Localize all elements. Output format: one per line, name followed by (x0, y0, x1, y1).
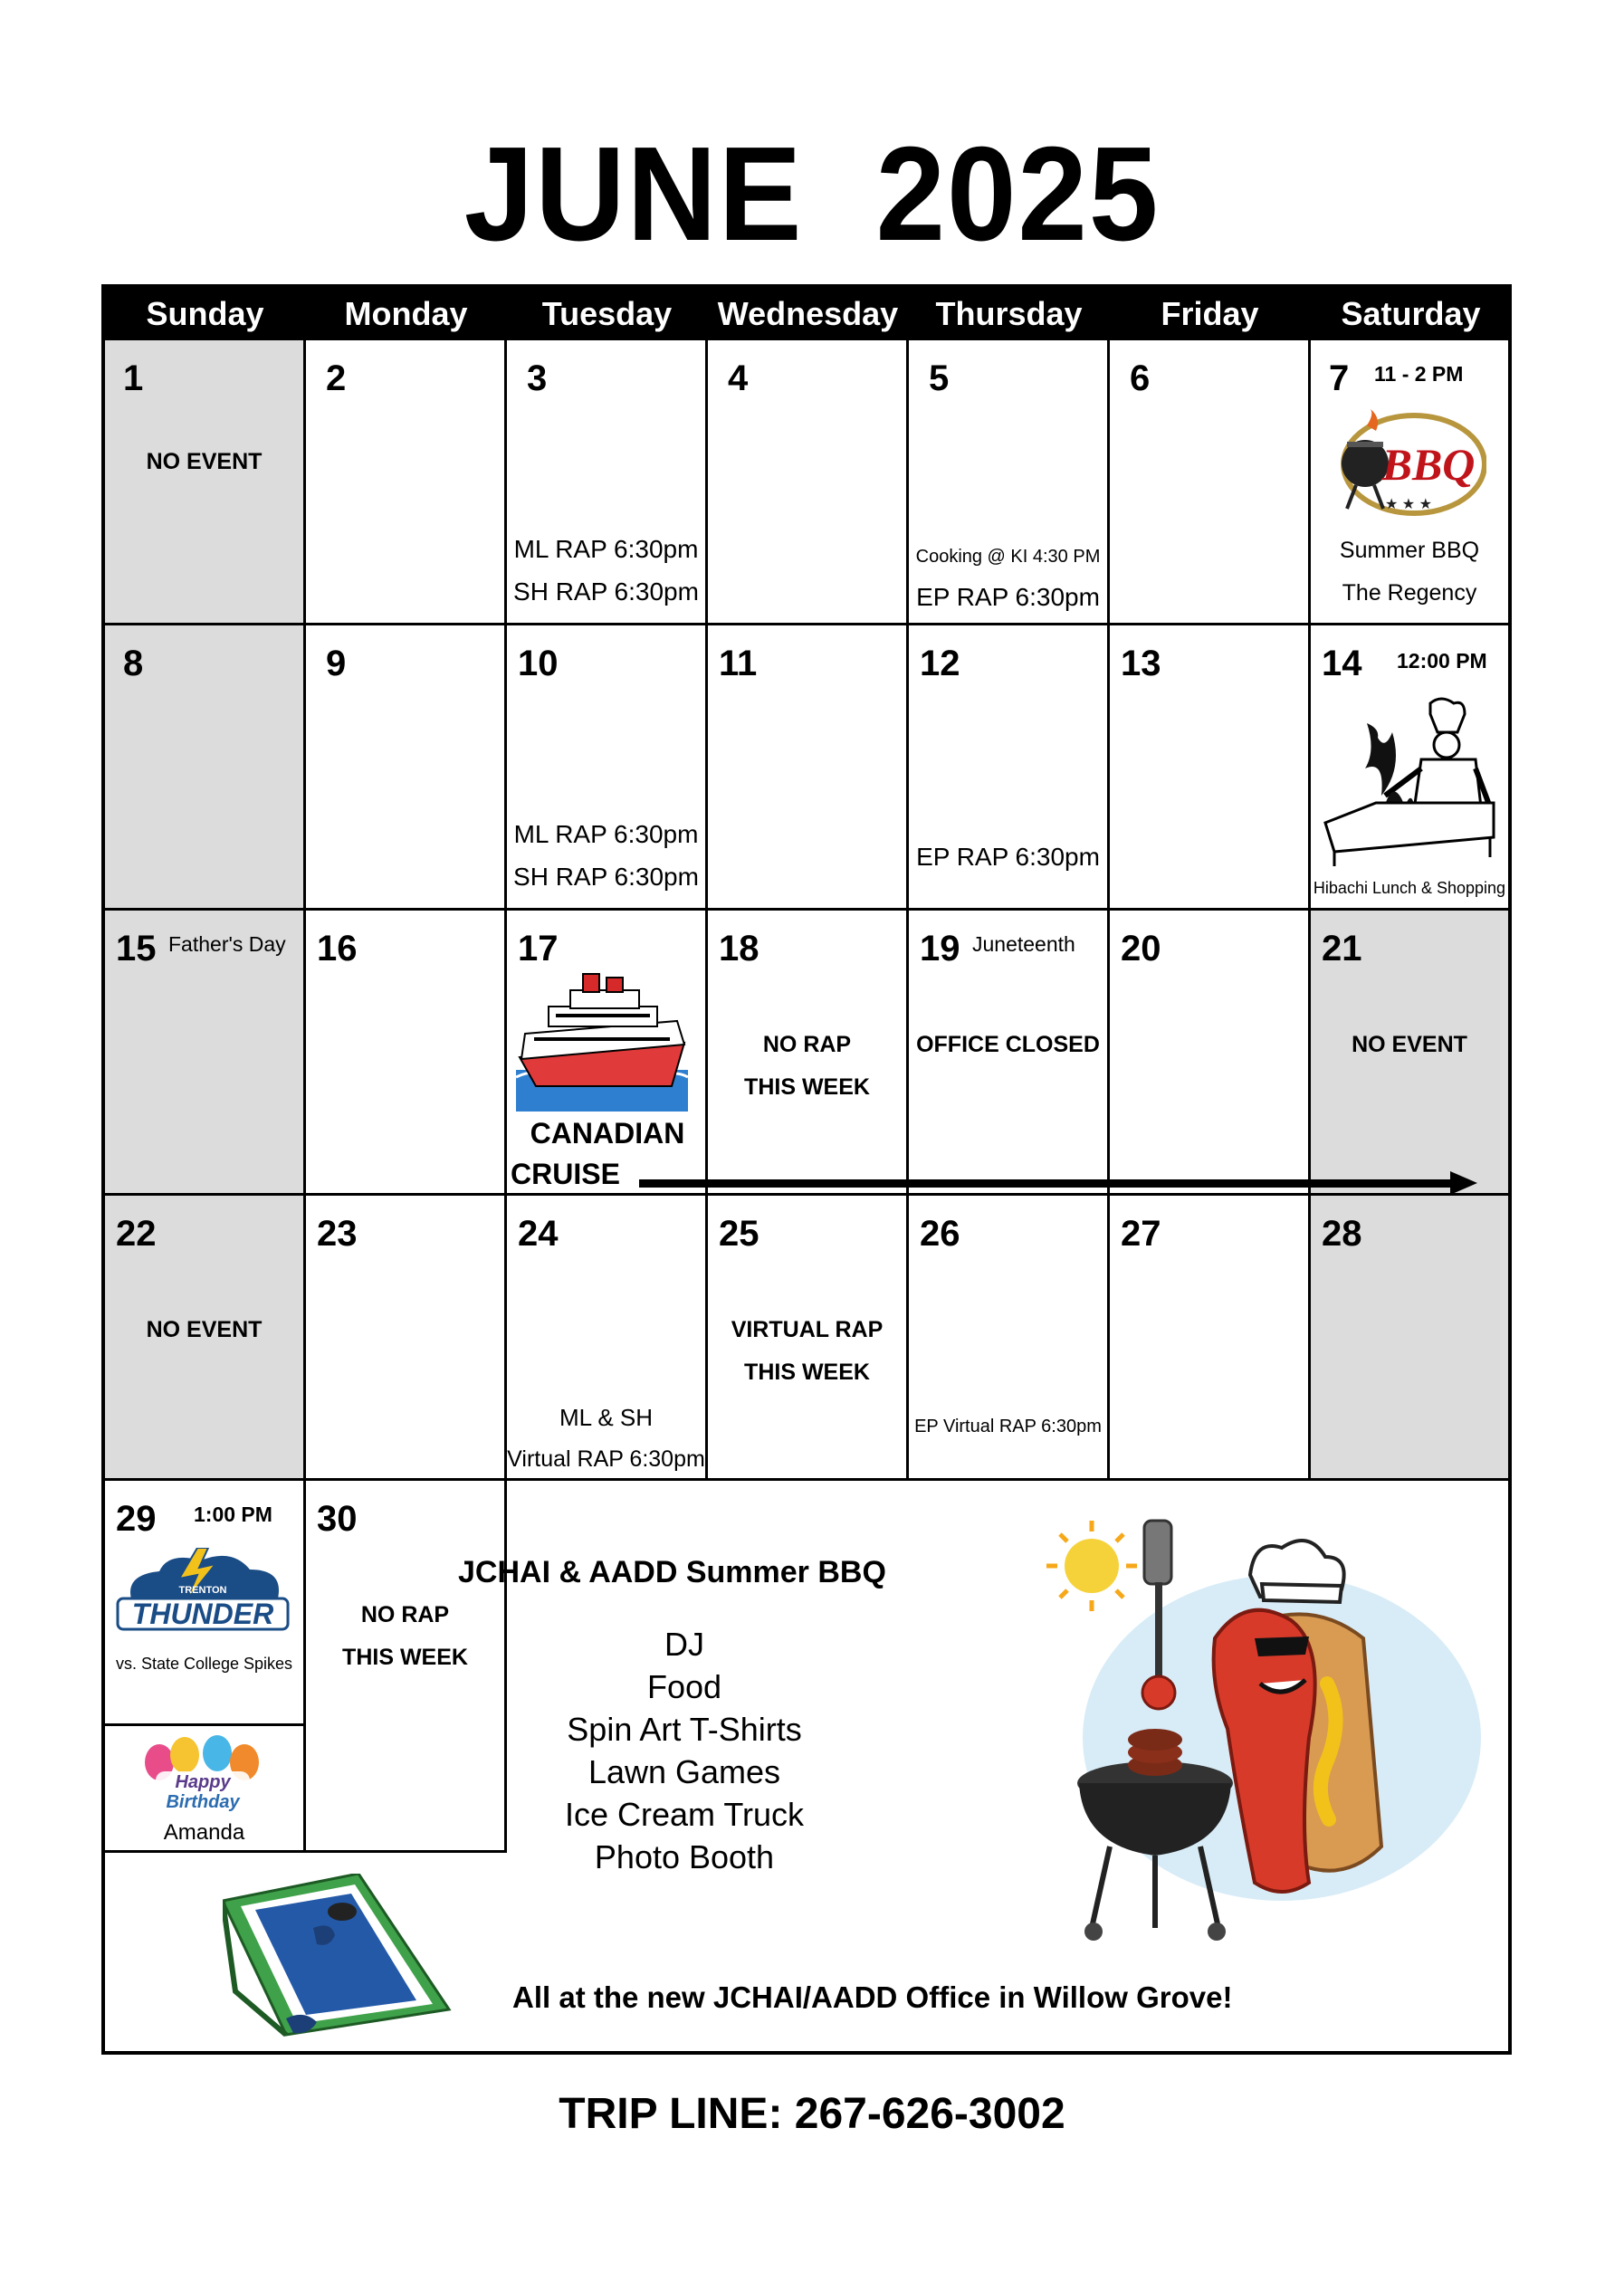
day-number: 5 (929, 358, 950, 398)
day-number: 14 (1322, 644, 1362, 683)
day-number: 9 (326, 644, 347, 683)
hotdog-grill-image (1037, 1503, 1490, 1955)
day-number: 3 (527, 358, 548, 398)
day-number: 4 (728, 358, 749, 398)
day-cell-9 (306, 625, 507, 911)
event-summer-bbq: Summer BBQ (1339, 538, 1480, 563)
birthday-name: Amanda (163, 1820, 245, 1845)
day-number: 6 (1130, 358, 1151, 398)
cruise-arrow-icon (639, 1169, 1481, 1197)
event-item-food: Food (646, 1668, 722, 1705)
day-number: 28 (1322, 1214, 1362, 1254)
day-cell-2 (306, 340, 507, 625)
no-rap-label: NO RAP (360, 1602, 450, 1627)
day-cell-8 (105, 625, 306, 911)
day-cell-24 (507, 1196, 708, 1481)
event-ml-sh: ML & SH (559, 1404, 654, 1431)
day-cell-16 (306, 911, 507, 1196)
cruise-ship-image (516, 970, 688, 1112)
event-ep-virtual-rap: EP Virtual RAP 6:30pm (914, 1417, 1102, 1436)
calendar-grid (101, 284, 1512, 2055)
event-time: 11 - 2 PM (1374, 362, 1464, 386)
event-item-lawn-games: Lawn Games (588, 1753, 781, 1790)
day-number: 12 (920, 644, 960, 683)
day-number: 22 (116, 1214, 157, 1254)
no-event-label: NO EVENT (1352, 1032, 1467, 1057)
cornhole-board-image (223, 1874, 458, 2037)
day-number: 29 (116, 1499, 157, 1539)
day-cell-20 (1110, 911, 1311, 1196)
weekday-friday: Friday (1161, 295, 1259, 332)
day-number: 1 (123, 358, 144, 398)
event-opponent: vs. State College Spikes (115, 1655, 293, 1673)
no-rap-label: NO RAP (762, 1032, 852, 1057)
birthday-text-1: Happy (175, 1772, 231, 1792)
day-number: 13 (1121, 644, 1161, 683)
event-ml-rap: ML RAP 6:30pm (513, 535, 699, 563)
virtual-rap-label: VIRTUAL RAP (731, 1317, 884, 1342)
no-event-label: NO EVENT (146, 449, 263, 474)
hibachi-chef-image (1322, 696, 1498, 870)
day-cell-1 (105, 340, 306, 625)
weekday-sunday: Sunday (146, 295, 264, 332)
day-cell-17 (507, 911, 708, 1196)
event-cooking: Cooking @ KI 4:30 PM (915, 547, 1101, 567)
day-number: 17 (518, 929, 559, 969)
event-time: 12:00 PM (1397, 649, 1487, 673)
event-heading: JCHAI & AADD Summer BBQ (458, 1555, 886, 1589)
event-location: The Regency (1342, 580, 1477, 606)
day-cell-7 (1311, 340, 1508, 625)
day-number: 26 (920, 1214, 960, 1254)
day-cell-12 (909, 625, 1110, 911)
page-title: JUNE 2025 (463, 119, 1161, 269)
event-virtual-rap: Virtual RAP 6:30pm (507, 1446, 705, 1472)
event-sh-rap: SH RAP 6:30pm (513, 863, 699, 891)
weekday-header (105, 288, 1508, 340)
day-cell-5 (909, 340, 1110, 625)
day-number: 15 (116, 929, 157, 969)
day-cell-6 (1110, 340, 1311, 625)
day-number: 8 (123, 644, 144, 683)
trip-line: TRIP LINE: 267-626-3002 (559, 2090, 1065, 2138)
event-sh-rap: SH RAP 6:30pm (513, 577, 699, 606)
weekday-saturday: Saturday (1341, 295, 1481, 332)
day-cell-15 (105, 911, 306, 1196)
day-cell-14 (1311, 625, 1508, 911)
day-cell-26 (909, 1196, 1110, 1481)
day-number: 23 (317, 1214, 358, 1254)
day-number: 16 (317, 929, 358, 969)
day-number: 24 (518, 1214, 559, 1254)
day-number: 30 (317, 1499, 358, 1539)
day-cell-29 (105, 1481, 306, 1726)
day-number: 11 (719, 644, 758, 683)
birthday-cell (105, 1726, 306, 1853)
day-cell-27 (1110, 1196, 1311, 1481)
holiday-label: Juneteenth (972, 932, 1075, 956)
day-number: 25 (719, 1214, 759, 1254)
day-cell-28 (1311, 1196, 1508, 1481)
event-ml-rap: ML RAP 6:30pm (513, 820, 699, 848)
bbq-logo-image (1331, 407, 1486, 521)
event-item-spin-art: Spin Art T-Shirts (567, 1711, 802, 1748)
day-cell-23 (306, 1196, 507, 1481)
day-cell-22 (105, 1196, 306, 1481)
day-cell-18 (708, 911, 909, 1196)
event-item-ice-cream: Ice Cream Truck (564, 1796, 805, 1833)
day-cell-21 (1311, 911, 1508, 1196)
event-ep-rap: EP RAP 6:30pm (916, 583, 1100, 611)
day-number: 21 (1322, 929, 1362, 969)
event-item-dj: DJ (664, 1626, 704, 1663)
day-cell-3 (507, 340, 708, 625)
day-cell-11 (708, 625, 909, 911)
day-number: 20 (1121, 929, 1161, 969)
trenton-thunder-logo (114, 1548, 291, 1638)
weekday-thursday: Thursday (935, 295, 1083, 332)
day-number: 2 (326, 358, 347, 398)
cruise-label-1: CANADIAN (530, 1117, 685, 1150)
bbq-logo-text: BBQ (1381, 439, 1476, 490)
day-number: 7 (1329, 358, 1350, 398)
weekday-monday: Monday (344, 295, 468, 332)
day-number: 10 (518, 644, 559, 683)
event-hibachi: Hibachi Lunch & Shopping (1313, 879, 1506, 897)
event-location-footer: All at the new JCHAI/AADD Office in Willow Grove! (512, 1980, 1233, 2014)
happy-birthday-image (139, 1735, 266, 1817)
this-week-label: THIS WEEK (342, 1645, 468, 1670)
day-number: 27 (1121, 1214, 1161, 1254)
day-cell-25 (708, 1196, 909, 1481)
cruise-label-2: CRUISE (511, 1158, 620, 1190)
event-time: 1:00 PM (194, 1503, 272, 1526)
this-week-label: THIS WEEK (744, 1074, 870, 1100)
no-event-label: NO EVENT (146, 1317, 263, 1342)
weekday-wednesday: Wednesday (717, 295, 899, 332)
event-item-photo-booth: Photo Booth (594, 1838, 775, 1875)
svg-text:★ ★ ★: ★ ★ ★ (1385, 497, 1432, 512)
office-closed-label: OFFICE CLOSED (916, 1032, 1100, 1057)
event-ep-rap: EP RAP 6:30pm (916, 843, 1100, 871)
day-cell-19 (909, 911, 1110, 1196)
this-week-label: THIS WEEK (744, 1360, 870, 1385)
day-cell-10 (507, 625, 708, 911)
logo-top-text: TRENTON (178, 1585, 227, 1596)
day-number: 18 (719, 929, 759, 969)
day-cell-4 (708, 340, 909, 625)
logo-main-text: THUNDER (131, 1598, 274, 1630)
birthday-text-2: Birthday (166, 1792, 240, 1812)
holiday-label: Father's Day (168, 932, 286, 956)
day-cell-13 (1110, 625, 1311, 911)
day-number: 19 (920, 929, 960, 969)
weekday-tuesday: Tuesday (541, 295, 673, 332)
